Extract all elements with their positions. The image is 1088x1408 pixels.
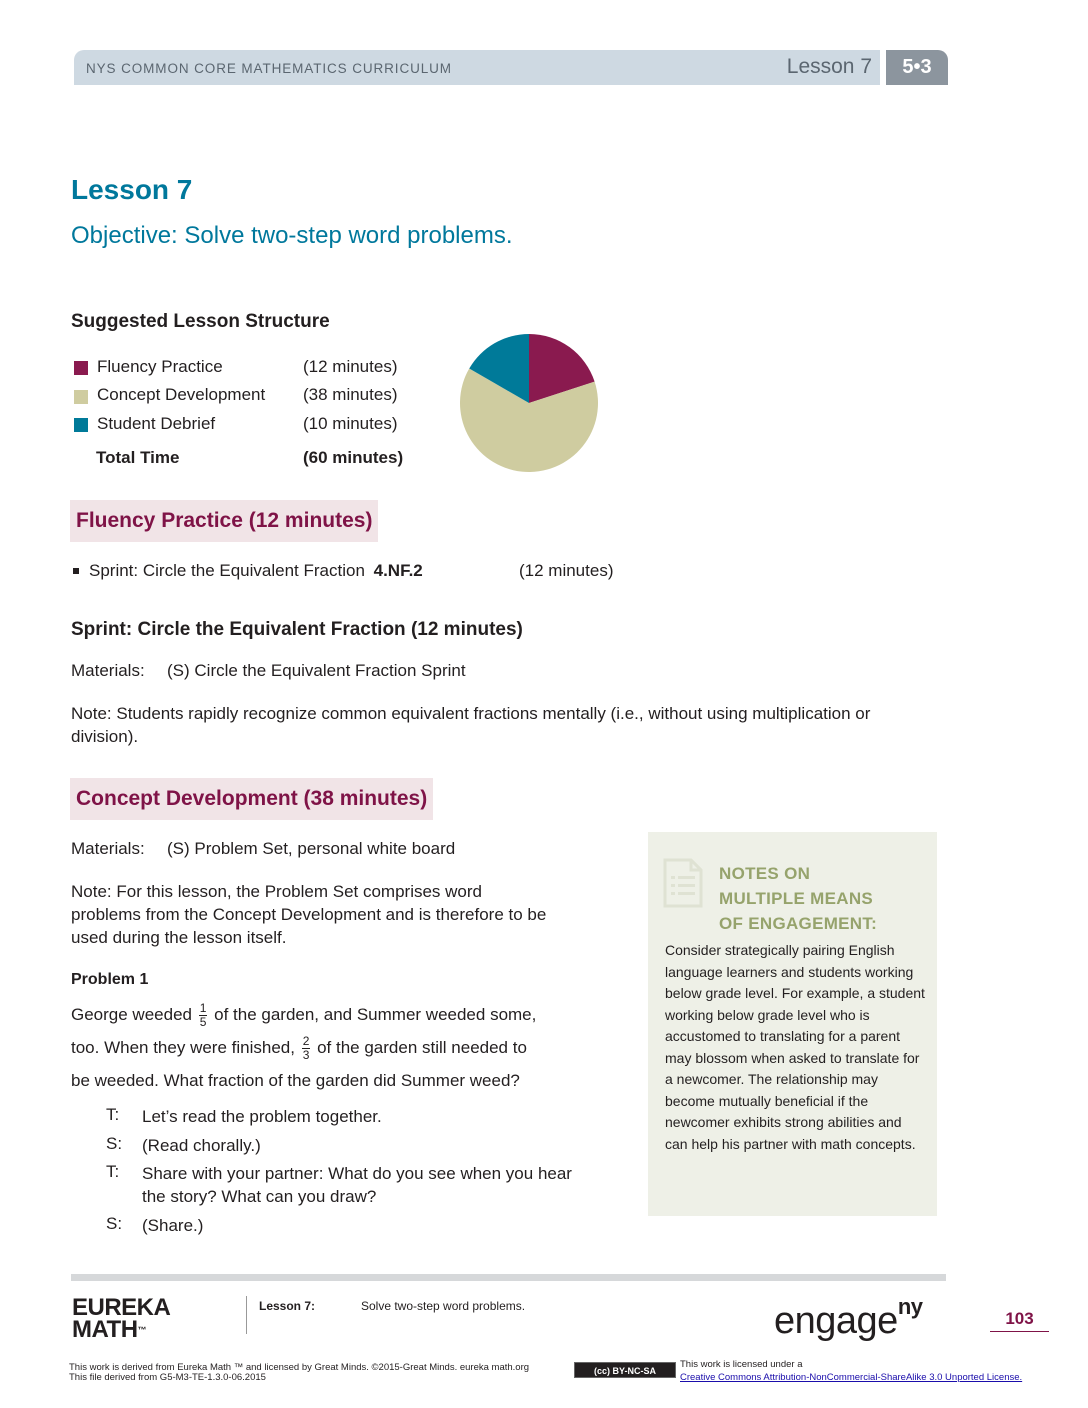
footer-divider — [71, 1274, 946, 1281]
document-icon — [663, 858, 703, 908]
concept-note — [71, 880, 611, 949]
problem-text: of the garden still needed to — [312, 1037, 527, 1057]
sprint-materials-label: Materials: — [71, 661, 145, 680]
problem-text: George weeded — [71, 1004, 197, 1024]
dialogue-speaker: S: — [106, 1214, 123, 1233]
dialogue-speaker: T: — [106, 1162, 120, 1181]
problem-line-2 — [71, 1035, 611, 1062]
footer-separator — [246, 1296, 247, 1334]
sprint-note-line: division). — [71, 727, 139, 746]
structure-row-label: Fluency Practice — [97, 357, 223, 376]
sprint-bullet-label: Sprint: Circle the Equivalent Fraction — [89, 561, 370, 580]
dialogue-text: Let’s read the problem together. — [142, 1107, 382, 1126]
fluency-heading: Fluency Practice (12 minutes) — [70, 500, 378, 542]
structure-row-label: Concept Development — [97, 385, 266, 404]
structure-heading: Suggested Lesson Structure — [71, 311, 330, 332]
logo-tm: ™ — [137, 1325, 147, 1335]
fraction-denominator: 5 — [199, 1015, 207, 1029]
notes-heading-line: NOTES ON — [719, 864, 811, 883]
problem-text: of the garden, and Summer weeded some, — [209, 1004, 537, 1024]
engage-ny: ny — [897, 1294, 923, 1319]
eureka-math-logo — [72, 1294, 171, 1343]
dialogue-speaker: S: — [106, 1134, 123, 1153]
sprint-note-line: Note: Students rapidly recognize common equivalent fractions mentally (i.e., without using multiplication or — [71, 704, 871, 723]
concept-note-line: Note: For this lesson, the Problem Set comprises word — [71, 882, 482, 901]
problem-line-1 — [71, 1002, 611, 1029]
total-time-value: (60 minutes) — [303, 448, 404, 467]
lesson-structure-pie-chart — [454, 328, 604, 478]
sprint-note — [71, 702, 951, 748]
engageny-logo — [774, 1294, 923, 1343]
credit-line: This file derived from G5-M3-TE-1.3.0-06.2015 — [69, 1372, 266, 1383]
footer-lesson-label: Lesson 7: — [259, 1299, 316, 1313]
credit-line: This work is derived from Eureka Math ™ and licensed by Great Minds. ©2015-Great Minds. eureka math.org — [69, 1362, 530, 1373]
logo-line: MATH — [72, 1316, 138, 1343]
notes-heading — [719, 861, 877, 936]
dialogue-text: (Share.) — [142, 1216, 204, 1235]
sprint-bullet-text — [89, 561, 423, 581]
concept-heading: Concept Development (38 minutes) — [70, 778, 433, 820]
problem-text: too. When they were finished, — [71, 1037, 300, 1057]
problem-heading: Problem 1 — [71, 971, 149, 988]
concept-swatch — [74, 390, 88, 404]
structure-row-time: (10 minutes) — [303, 414, 398, 433]
sprint-bullet-time: (12 minutes) — [519, 561, 614, 580]
fraction-denominator: 3 — [302, 1048, 310, 1062]
curriculum-name: NYS COMMON CORE MATHEMATICS CURRICULUM — [86, 61, 452, 76]
concept-note-line: problems from the Concept Development and is therefore to be — [71, 905, 547, 924]
standard-code: 4.NF.2 — [373, 561, 423, 580]
lesson-title: Lesson 7 — [71, 174, 193, 205]
structure-row-label: Student Debrief — [97, 414, 216, 433]
total-time-label: Total Time — [96, 448, 180, 467]
debrief-swatch — [74, 418, 88, 432]
fraction-one-fifth — [199, 1002, 208, 1029]
grade-module-badge: 5•3 — [886, 50, 948, 85]
fraction-numerator: 1 — [199, 1001, 207, 1015]
concept-materials: (S) Problem Set, personal white board — [167, 839, 456, 858]
page-number: 103 — [1005, 1309, 1034, 1328]
fraction-numerator: 2 — [302, 1034, 310, 1048]
notes-heading-line: OF ENGAGEMENT: — [719, 914, 878, 933]
dialogue-text: (Read chorally.) — [142, 1136, 261, 1155]
license-link[interactable]: Creative Commons Attribution-NonCommercial-ShareAlike 3.0 Unported License. — [680, 1372, 1023, 1383]
concept-note-line: used during the lesson itself. — [71, 928, 287, 947]
sprint-materials: (S) Circle the Equivalent Fraction Sprint — [167, 661, 466, 680]
dialogue-speaker: T: — [106, 1105, 120, 1124]
bullet-square-icon — [73, 568, 79, 574]
sprint-heading: Sprint: Circle the Equivalent Fraction (12 minutes) — [71, 619, 523, 640]
engage-word: engage — [774, 1300, 898, 1342]
page-number-underline — [990, 1331, 1049, 1332]
structure-row-time: (12 minutes) — [303, 357, 398, 376]
logo-line: EUREKA — [72, 1294, 171, 1321]
notes-body: Consider strategically pairing English language learners and students working below grade level. For example, a student working below grade level who is accustomed to translating for a parent may blossom when asked to translate for a newcomer. The relationship may become mutually beneficial if the newcomer exhibits strong abilities and can help his partner with math concepts. — [665, 942, 925, 1152]
fraction-two-thirds — [302, 1035, 311, 1062]
notes-heading-line: MULTIPLE MEANS — [719, 889, 874, 908]
license-text: This work is licensed under a — [680, 1359, 803, 1370]
cc-license-badge: (cc) BY-NC-SA — [574, 1362, 676, 1378]
problem-line-3: be weeded. What fraction of the garden did Summer weed? — [71, 1071, 520, 1090]
concept-materials-label: Materials: — [71, 839, 145, 858]
header-lesson: Lesson 7 — [786, 55, 872, 78]
structure-row-time: (38 minutes) — [303, 385, 398, 404]
footer-lesson-objective: Solve two-step word problems. — [361, 1299, 526, 1313]
fluency-swatch — [74, 361, 88, 375]
dialogue-text: Share with your partner: What do you see when you hear the story? What can you draw? — [142, 1164, 572, 1206]
lesson-objective: Objective: Solve two-step word problems. — [71, 222, 513, 249]
